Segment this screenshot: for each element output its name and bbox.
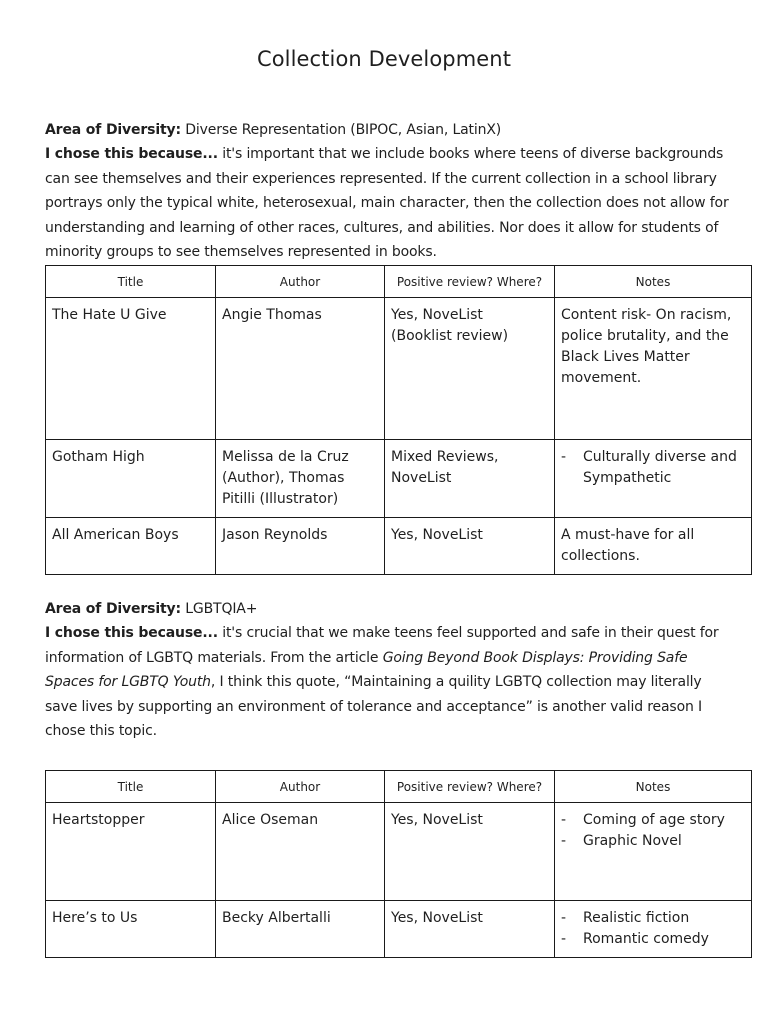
header-notes: Notes — [555, 266, 752, 298]
list-item: - Graphic Novel — [561, 831, 745, 852]
reason-text-part-2: , I think this quote, “Maintaining a quility LGBTQ collection may literally save lives by supporting an environment of tolerance and acceptance” is another valid reason I chose this topic. — [45, 674, 702, 740]
section-diverse-representation — [45, 118, 735, 264]
book-author: Becky Albertalli — [216, 901, 385, 958]
reason-label: I chose this because... — [45, 625, 218, 642]
notes-list — [561, 810, 745, 852]
table-header-row — [46, 266, 752, 298]
book-notes — [555, 803, 752, 901]
list-item: - Romantic comedy — [561, 929, 745, 950]
area-label: Area of Diversity: — [45, 122, 181, 138]
book-notes: Content risk- On racism, police brutality, and the Black Lives Matter movement. — [555, 298, 752, 440]
book-table-lgbtqia — [45, 770, 752, 958]
header-author: Author — [216, 266, 385, 298]
book-author: Angie Thomas — [216, 298, 385, 440]
area-value: Diverse Representation (BIPOC, Asian, LatinX) — [185, 122, 502, 138]
reason-label: I chose this because... — [45, 146, 218, 163]
book-review: Mixed Reviews, NoveList — [385, 440, 555, 518]
list-item: - Culturally diverse and Sympathetic — [561, 447, 745, 489]
book-review: Yes, NoveList — [385, 803, 555, 901]
book-review: Yes, NoveList (Booklist review) — [385, 298, 555, 440]
book-author: Jason Reynolds — [216, 518, 385, 575]
area-of-diversity-line — [45, 597, 735, 621]
reason-paragraph — [45, 142, 735, 264]
reason-paragraph — [45, 621, 735, 743]
header-notes: Notes — [555, 771, 752, 803]
book-title: All American Boys — [46, 518, 216, 575]
book-notes — [555, 440, 752, 518]
page-title: Collection Development — [256, 47, 512, 71]
area-label: Area of Diversity: — [45, 601, 181, 617]
article-title: Going Beyond Book Displays: Providing Safe Spaces for LGBTQ Youth — [45, 649, 688, 691]
header-title: Title — [46, 771, 216, 803]
book-review: Yes, NoveList — [385, 518, 555, 575]
table-row — [46, 440, 752, 518]
reason-text-part-1: it's crucial that we make teens feel supported and safe in their quest for information of LGBTQ materials. From the article — [45, 625, 719, 666]
book-title: The Hate U Give — [46, 298, 216, 440]
area-value: LGBTQIA+ — [185, 601, 258, 617]
book-review: Yes, NoveList — [385, 901, 555, 958]
header-review: Positive review? Where? — [385, 771, 555, 803]
list-item: - Coming of age story — [561, 810, 745, 831]
table-row — [46, 518, 752, 575]
book-title: Gotham High — [46, 440, 216, 518]
header-author: Author — [216, 771, 385, 803]
book-title: Heartstopper — [46, 803, 216, 901]
book-author: Melissa de la Cruz (Author), Thomas Pitilli (Illustrator) — [216, 440, 385, 518]
area-of-diversity-line — [45, 118, 735, 142]
book-table-diverse — [45, 265, 752, 575]
book-notes — [555, 901, 752, 958]
reason-text: it's important that we include books where teens of diverse backgrounds can see themselves and their experiences represented. If the current collection in a school library portrays only the typical white, heterosexual, main character, then the collection does not allow for understanding and learning of other races, cultures, and abilities. Nor does it allow for students of minority groups to see themselves represented in books. — [45, 146, 729, 261]
list-item: - Realistic fiction — [561, 908, 745, 929]
book-author: Alice Oseman — [216, 803, 385, 901]
table-row — [46, 901, 752, 958]
table-row — [46, 298, 752, 440]
notes-list — [561, 908, 745, 950]
table-row — [46, 803, 752, 901]
notes-list — [561, 447, 745, 489]
table-header-row — [46, 771, 752, 803]
header-title: Title — [46, 266, 216, 298]
section-lgbtqia — [45, 597, 735, 743]
book-title: Here’s to Us — [46, 901, 216, 958]
header-review: Positive review? Where? — [385, 266, 555, 298]
book-notes: A must-have for all collections. — [555, 518, 752, 575]
